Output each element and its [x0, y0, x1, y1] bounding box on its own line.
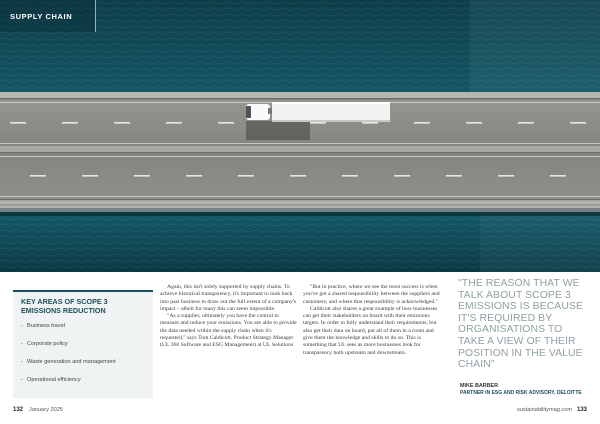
- dash-icon: -: [21, 358, 23, 365]
- dash-icon: -: [21, 340, 23, 347]
- site-url: sustainabilitymag.com: [516, 407, 572, 413]
- article-column-2: [303, 284, 441, 357]
- quote-attribution: [460, 383, 592, 396]
- paragraph: "As a supplier, ultimately you have the control to measure and reduce your emissions. You are able to provide the data needed within the supply chain when it's requested," says Tom Caldicott, Product Strategy Manager (UL 360 Software and ESG Management) at UL Solutions: [160, 313, 297, 349]
- key-areas-title: KEY AREAS OF SCOPE 3 EMISSIONS REDUCTION: [21, 297, 108, 315]
- paragraph: Caldicott also shares a great example of how businesses can get their stakeholders on board with their emissions targets. In order to fully understand their requirements, but also get their data on board, put all of them in a room and give them the knowledge and skills to do so. This is something that UL sees as more businesses look for transparency both upstream and downstream.: [303, 305, 438, 356]
- section-label: SUPPLY CHAIN: [10, 11, 73, 21]
- footer-left: [13, 407, 63, 413]
- section-tag: [0, 0, 96, 32]
- key-areas-box: [13, 290, 153, 398]
- page-number-left: 132: [13, 407, 24, 413]
- quote-author-name: MIKE BARBER: [460, 383, 499, 389]
- pull-quote: "THE REASON THAT WE TALK ABOUT SCOPE 3 EMISSIONS IS BECAUSE IT'S REQUIRED BY ORGANISATIONS TO TAKE A VIEW OF THEIR POSITION IN THE VALUE CHAIN": [458, 278, 583, 371]
- page-number-right: 133: [576, 407, 587, 413]
- paragraph: "But in practice, where we see the most success is when you've got a shared responsibility between the suppliers and customers, and where that responsibility is acknowledged.": [303, 284, 440, 305]
- key-areas-list: [21, 323, 145, 384]
- list-item: - Operational efficiency: [21, 376, 81, 383]
- list-item: - Business travel: [21, 322, 65, 329]
- quote-author-role: PARTNER IN ESG AND RISK ADVISORY, DELOITTE: [460, 390, 582, 396]
- article-column-1: [160, 284, 298, 350]
- issue-date: January 2025: [29, 407, 63, 413]
- dash-icon: -: [21, 376, 23, 383]
- dash-icon: -: [21, 322, 23, 329]
- footer-right: [517, 407, 587, 413]
- paragraph: Again, this isn't solely supported by supply chains. To achieve historical transparency, it's important to look back into past business to draw out the full extent of a company's impact – albeit for many this can seem impossible.: [160, 284, 297, 312]
- list-item: - Corporate policy: [21, 340, 68, 347]
- list-item: - Waste generation and management: [21, 358, 116, 365]
